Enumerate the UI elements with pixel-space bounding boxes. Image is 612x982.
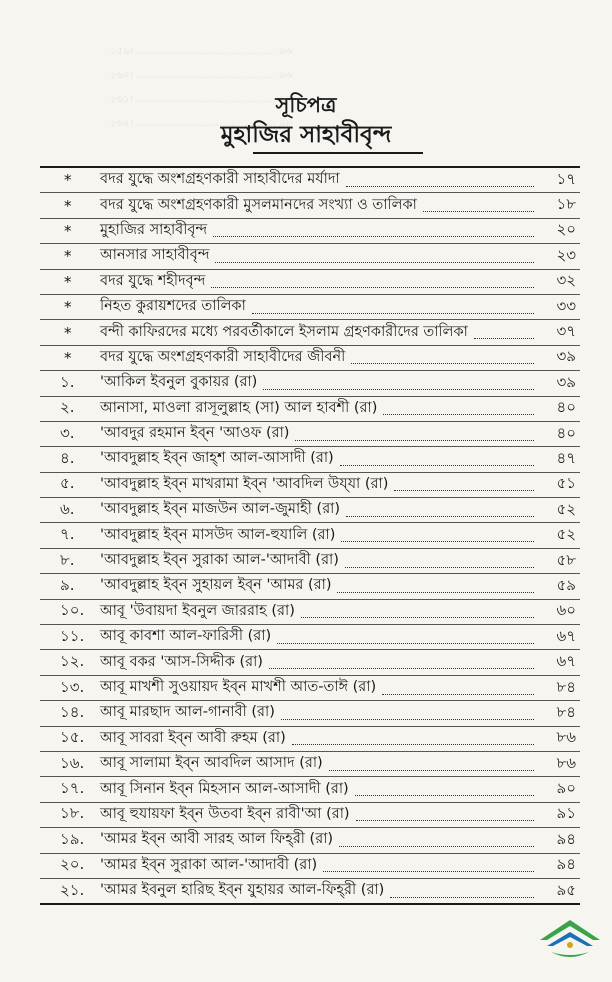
toc-entry-number: * [64, 323, 72, 342]
toc-entry-page: ৪৭ [556, 449, 576, 467]
toc-entry-number: ২০. [60, 855, 85, 874]
toc-entry-title: বদর যুদ্ধে অংশগ্রহণকারী মুসলমানদের সংখ্যা ও তালিকা [100, 196, 417, 213]
toc-entry-page: ৮৪ [556, 677, 576, 696]
toc-entry-number: ১৫. [60, 728, 85, 747]
toc-entry-number: ১৬. [60, 753, 85, 772]
toc-entry-number: * [64, 171, 72, 190]
toc-entry-title: 'আবদুর রহমান ইব্‌ন 'আওফ (রা) [100, 425, 290, 442]
dot-leader [390, 897, 534, 898]
toc-entry-title: বদর যুদ্ধে অংশগ্রহণকারী সাহাবীদের মর্যাদা [100, 171, 340, 188]
toc-entry-page: ৪০ [556, 423, 576, 442]
toc-row [40, 879, 580, 903]
toc-row [40, 625, 580, 650]
toc-entry-page: ৫২ [556, 499, 576, 518]
toc-row [40, 727, 580, 752]
dot-leader [211, 287, 534, 288]
toc-entry [100, 651, 540, 675]
page-title: সূচিপত্র [275, 93, 337, 117]
toc-entry-number: * [64, 348, 72, 367]
toc-row [40, 752, 580, 777]
toc-entry-number: ১০. [60, 601, 85, 620]
toc-entry [100, 422, 540, 446]
toc-entry-title: আনসার সাহাবীবৃন্দ [100, 247, 210, 264]
toc-entry-page: ২০ [556, 220, 576, 239]
dot-leader [269, 668, 534, 669]
toc-entry [100, 447, 540, 471]
toc-entry-number: ১১. [60, 626, 85, 645]
toc-entry-title: আবূ হুযায়ফা ইব্‌ন উতবা ইব্‌ন রাবী'আ (রা) [100, 805, 350, 822]
toc-row [40, 600, 580, 625]
toc-entry [100, 676, 540, 700]
toc-entry-page: ৯১ [556, 804, 576, 823]
dot-leader [329, 770, 534, 771]
toc-entry [100, 778, 540, 802]
toc-entry-page: ৬৭ [556, 626, 576, 645]
toc-entry-title: 'আবদুল্লাহ ইব্‌ন সুহায়ল ইব্‌ন 'আমর (রা) [100, 577, 332, 594]
toc-entry-page: ৩৭ [556, 322, 576, 341]
bleed-line: ১৬০। ............................................ ৯৬ [110, 70, 293, 81]
toc-entry-number: ৭. [60, 525, 75, 544]
toc-entry-number: ২. [60, 398, 75, 417]
toc-entry-page: ৯০ [556, 779, 576, 798]
toc-row [40, 168, 580, 193]
dot-leader [345, 567, 534, 568]
toc-entry-number: * [64, 221, 72, 240]
toc-entry [100, 473, 540, 497]
dot-leader [340, 465, 534, 466]
dot-leader [281, 719, 534, 720]
toc-entry [100, 752, 540, 776]
toc-row [40, 701, 580, 726]
toc-entry-page: ৪০ [556, 398, 576, 417]
toc-entry-number: ৮. [60, 550, 75, 569]
toc-entry-number: ১২. [60, 652, 85, 671]
toc-entry-number: ৪. [60, 449, 75, 467]
toc-row [40, 473, 580, 498]
toc-entry-title: বদর যুদ্ধে অংশগ্রহণকারী সাহাবীদের জীবনী [100, 348, 346, 365]
toc-entry-number: ২১. [60, 880, 85, 899]
toc-entry-page: ১৭ [556, 169, 576, 188]
dot-leader [356, 820, 534, 821]
toc-entry [100, 270, 540, 294]
toc-entry-title: 'আমর ইবনুল হারিছ ইব্‌ন যুহায়র আল-ফিহ্‌রী (রা) [100, 882, 385, 899]
toc-row [40, 193, 580, 218]
toc-entry-page: ৬০ [556, 601, 576, 620]
toc-entry-number: ১৯. [60, 829, 85, 848]
toc-entry-page: ৯৫ [556, 880, 576, 899]
toc-entry-page: ৮৪ [556, 702, 576, 721]
dot-leader [323, 871, 534, 872]
toc-entry [100, 371, 540, 395]
toc-entry [100, 168, 540, 192]
dot-leader [213, 236, 534, 237]
publisher-logo-icon [535, 912, 605, 962]
toc-entry [100, 625, 540, 649]
toc-entry-title: 'আমর ইব্‌ন আবী সারহ আল ফিহ্‌রী (রা) [100, 831, 334, 848]
toc-row [40, 574, 580, 599]
dot-leader [383, 414, 534, 415]
toc-entry [100, 346, 540, 370]
title-underline [253, 152, 423, 154]
toc-entry-title: মুহাজির সাহাবীবৃন্দ [100, 221, 208, 238]
toc-entry [100, 803, 540, 827]
toc-entry-title: 'আবদুল্লাহ ইব্‌ন মাজউন আল-জুমাহী (রা) [100, 501, 341, 518]
dot-leader [382, 694, 534, 695]
bleed-line: ১৫৯। ............................................ ৯৬ [110, 46, 293, 57]
toc-entry-number: ৩. [60, 423, 75, 442]
toc-entry [100, 219, 540, 243]
dot-leader [301, 617, 534, 618]
toc-row [40, 270, 580, 295]
dot-leader [252, 313, 534, 314]
toc-row [40, 422, 580, 447]
toc-entry-page: ৩২ [556, 271, 576, 290]
toc-entry-page: ৯৪ [556, 855, 576, 874]
toc-entry [100, 194, 540, 218]
toc-entry-title: 'আবদুল্লাহ ইব্‌ন মাসউদ আল-হুযালি (রা) [100, 526, 336, 543]
toc-row [40, 244, 580, 269]
toc-entry-title: আবূ মাখশী সুওয়ায়দ ইব্‌ন মাখশী আত-তাঈ (রা) [100, 679, 377, 695]
dot-leader [337, 592, 534, 593]
toc-entry-title: আবূ 'উবায়দা ইবনুল জাররাহ (রা) [100, 602, 295, 619]
dot-leader [474, 338, 534, 339]
toc-row [40, 828, 580, 853]
toc-entry-page: ৯৪ [556, 829, 576, 848]
table-of-contents [40, 166, 580, 905]
toc-row [40, 371, 580, 396]
toc-entry-page: ৫২ [556, 525, 576, 544]
bleed-line: ১৬১। ............................................ ৯৭ [110, 94, 293, 105]
toc-entry [100, 828, 540, 852]
toc-entry-title: নিহত কুরায়শদের তালিকা [100, 298, 246, 315]
toc-entry-number: * [64, 272, 72, 291]
dot-leader [263, 389, 534, 390]
dot-leader [346, 186, 534, 187]
toc-entry-page: ৮৬ [556, 753, 576, 772]
toc-entry-title: আবূ মারছাদ আল-গানাবী (রা) [100, 704, 275, 721]
toc-row [40, 650, 580, 675]
bleed-line: ১৬২। ............................................ ৯৮ [110, 118, 293, 129]
toc-row [40, 397, 580, 422]
toc-entry [100, 727, 540, 751]
toc-entry-number: ১৭. [60, 779, 85, 798]
dot-leader [423, 211, 534, 212]
toc-entry-title: আবূ বকর 'আস-সিদ্দীক (রা) [100, 653, 263, 670]
toc-entry-title: 'আমর ইব্‌ন সুরাকা আল-'আদাবী (রা) [100, 856, 318, 873]
toc-entry-page: ৫১ [556, 474, 576, 493]
toc-row [40, 295, 580, 320]
toc-entry [100, 498, 540, 522]
dot-leader [346, 516, 534, 517]
toc-entry [100, 574, 540, 598]
toc-entry-page: ৫৯ [556, 575, 576, 594]
toc-row [40, 447, 580, 472]
toc-entry-title: আবূ কাবশা আল-ফারিসী (রা) [100, 628, 272, 645]
toc-row [40, 498, 580, 523]
toc-entry-page: ৬৭ [556, 652, 576, 671]
toc-entry [100, 244, 540, 268]
toc-entry-title: আবূ সিনান ইব্‌ন মিহসান আল-আসাদী (রা) [100, 780, 349, 797]
toc-entry [100, 600, 540, 624]
toc-entry-number: ১৩. [60, 677, 85, 696]
toc-entry-title: আবূ সাবরা ইব্‌ন আবী রুহম (রা) [100, 729, 286, 746]
toc-entry-page: ৩৯ [556, 347, 576, 366]
toc-entry-title: বন্দী কাফিরদের মধ্যে পরবর্তীকালে ইসলাম গ্রহণকারীদের তালিকা [100, 323, 468, 340]
toc-entry [100, 879, 540, 903]
toc-entry-title: 'আবদুল্লাহ ইব্‌ন জাহ্‌শ আল-আসাদী (রা) [100, 450, 334, 467]
toc-entry-title: 'আবদুল্লাহ ইব্‌ন মাখরামা ইব্‌ন 'আবদিল উয্‌যা (রা) [100, 475, 389, 492]
toc-row [40, 803, 580, 828]
toc-entry [100, 549, 540, 573]
toc-entry-page: ৮৬ [556, 728, 576, 747]
toc-entry-number: ৬. [60, 499, 75, 518]
toc-entry [100, 524, 540, 548]
dot-leader [355, 795, 534, 796]
toc-row [40, 549, 580, 574]
dot-leader [351, 363, 534, 364]
toc-entry-number: ৯. [60, 575, 75, 594]
dot-leader [339, 846, 534, 847]
toc-entry-number: * [64, 196, 72, 215]
toc-entry-page: ৫৮ [556, 550, 576, 569]
toc-entry-number: * [64, 247, 72, 266]
toc-row [40, 676, 580, 701]
dot-leader [394, 490, 534, 491]
toc-entry-number: ৫. [60, 474, 75, 493]
toc-entry-page: ৩৯ [556, 372, 576, 391]
toc-row [40, 523, 580, 548]
toc-row [40, 777, 580, 802]
toc-entry-title: আবূ সালামা ইব্‌ন আবদিল আসাদ (রা) [100, 755, 323, 772]
toc-entry-page: ২৩ [556, 245, 576, 264]
toc-entry [100, 701, 540, 725]
toc-row [40, 219, 580, 244]
toc-entry-number: * [64, 298, 72, 317]
toc-entry-title: 'আকিল ইবনুল বুকায়র (রা) [100, 374, 258, 391]
toc-entry-title: আনাসা, মাওলা রাসূলুল্লাহ (সা) আল হাবশী (রা) [100, 399, 378, 416]
toc-entry-number: ১৪. [60, 702, 85, 721]
page-header [0, 92, 612, 150]
toc-entry-page: ১৮ [556, 195, 576, 214]
toc-entry-title: বদর যুদ্ধে শহীদবৃন্দ [100, 272, 206, 289]
toc-entry [100, 397, 540, 421]
toc-entry-number: ১. [60, 372, 75, 391]
toc-entry-page: ৩৩ [556, 296, 576, 315]
dot-leader [215, 262, 534, 263]
toc-entry [100, 321, 540, 345]
toc-entry-number: ১৮. [60, 804, 85, 823]
toc-entry-title: 'আবদুল্লাহ ইব্‌ন সুরাকা আল-'আদাবী (রা) [100, 552, 339, 569]
toc-row [40, 854, 580, 879]
toc-row [40, 320, 580, 345]
section-title: মুহাজির সাহাবীবৃন্দ [220, 122, 392, 148]
toc-entry [100, 854, 540, 878]
dot-leader [295, 440, 534, 441]
dot-leader [292, 744, 534, 745]
dot-leader [277, 643, 534, 644]
toc-entry [100, 295, 540, 319]
dot-leader [341, 541, 534, 542]
toc-row [40, 346, 580, 371]
